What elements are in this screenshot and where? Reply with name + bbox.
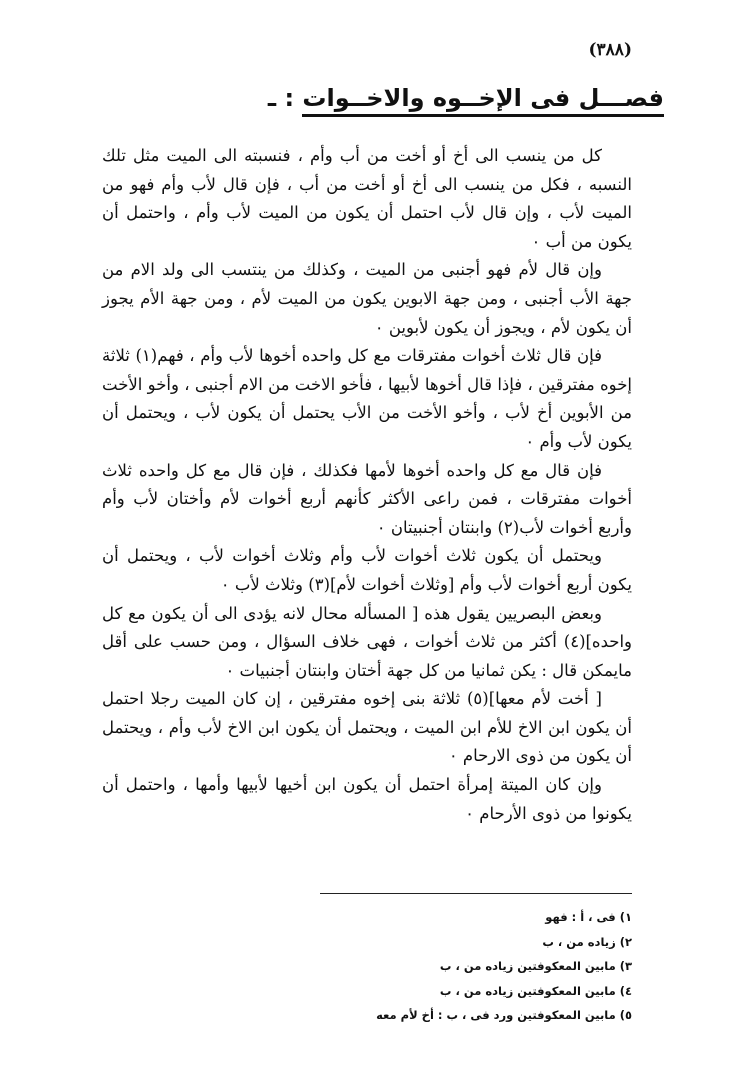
footnotes-list [212,905,632,1028]
paragraph-5: ويحتمل أن يكون ثلاث أخوات لأب وأم وثلاث أخوات لأب ، ويحتمل أن يكون أربع أخوات لأب وأم [وثلاث أخوات لأم](٣) وثلاث لأب ٠ [102,546,632,594]
footnote-divider [320,893,632,894]
footnote-5: ٥) مابين المعكوفتين ورد فى ، ب : أخ لأم معه [376,1008,632,1023]
footnote-3: ٣) مابين المعكوفتين زياده من ، ب [439,959,632,974]
paragraph-6: وبعض البصريين يقول هذه [ المسأله محال لانه يؤدى الى أن يكون مع كل واحده](٤) أكثر من ثلاث أخوات ، فهى خلاف السؤال ، ومن حسب على أقل مايمكن قال : يكن ثمانيا من كل جهة أختان وابنتان أجنبيات ٠ [102,603,632,680]
footnote-1: ١) فى ، أ : فهو [545,910,632,924]
paragraph-3: فإن قال ثلاث أخوات مفترقات مع كل واحده أخوها لأب وأم ، فهم(١) ثلاثة إخوه مفترقين ، فإذا قال أخوها لأبيها ، فأخو الاخت من الام أجنبى ، وأخو الأخت من الأبوين أخ لأب ، وأخو الأخت من الأب يحتمل أن يكون لأب ، ويحتمل أن يكون لأب وأم ٠ [102,346,632,451]
section-heading-title: فصـــل فى الإخــوه والاخــوات [302,84,664,117]
paragraph-1: كل من ينسب الى أخ أو أخت من أب وأم ، فنسبته الى الميت مثل تلك النسبه ، فكل من ينسب الى أخ أو أخت من أب ، فإن قال لأب وأم فهو من الميت لأب ، وإن قال لأب احتمل أن يكون من الميت لأب وأم ، واحتمل أن يكون من أب ٠ [102,146,632,251]
paragraph-4: فإن قال مع كل واحده أخوها لأمها فكذلك ، فإن قال مع كل واحده ثلاث أخوات مفترقات ، فمن راعى الأكثر كأنهم أربع أخوات لأم وأختان لأب وأم وأربع أخوات لأب(٢) وابنتان أجنبيتان ٠ [102,460,632,537]
footnote-4: ٤) مابين المعكوفتين زياده من ، ب [439,983,632,998]
page-number: (٣٨٨) [588,40,632,60]
section-heading-suffix: : ـ [267,84,295,112]
section-heading [268,84,664,112]
paragraph-2: وإن قال لأم فهو أجنبى من الميت ، وكذلك من ينتسب الى ولد الام من جهة الأب أجنبى ، ومن جهة الابوين يكون من الميت لأم ، ومن جهة الأم يجوز أن يكون لأم ، ويجوز أن يكون لأبوين ٠ [102,260,632,337]
paragraph-7: [ أخت لأم معها](٥) ثلاثة بنى إخوه مفترقين ، إن كان الميت رجلا احتمل أن يكون ابن الاخ للأم ابن الميت ، ويحتمل أن يكون ابن الاخ لأب وأم ، ويحتمل أن يكون من ذوى الارحام ٠ [102,689,632,766]
paragraph-8: وإن كان الميتة إمرأة احتمل أن يكون ابن أخيها لأبيها وأمها ، واحتمل أن يكونوا من ذوى الأرحام ٠ [102,775,632,823]
footnote-2: ٢) زياده من ، ب [542,934,632,949]
body-text [102,142,632,828]
